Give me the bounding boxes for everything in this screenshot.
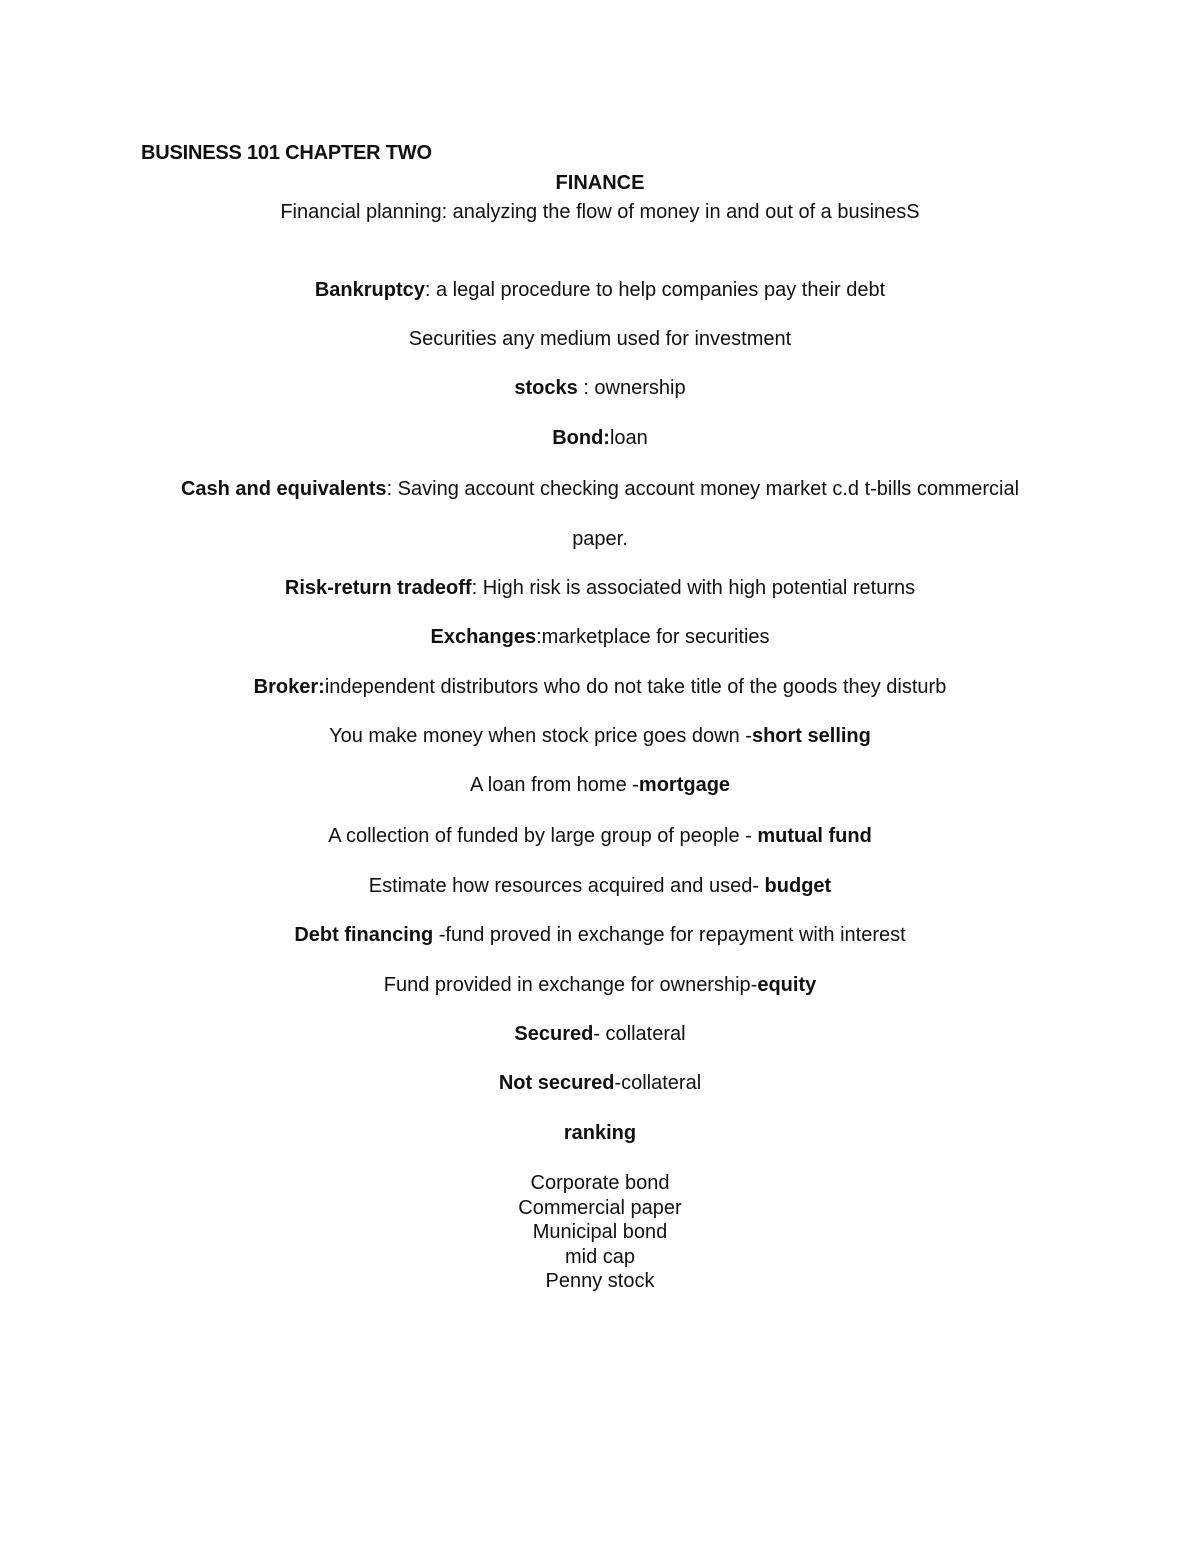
- ranking-item: Corporate bond: [530, 1172, 670, 1194]
- entry-pre: You make money when stock price goes down -: [329, 725, 752, 747]
- entry-risk-return: [0, 576, 1200, 600]
- entry-term: equity: [757, 974, 817, 996]
- entry-cash-equivalents: [0, 477, 1200, 501]
- entry-term: short selling: [751, 725, 871, 747]
- entry-stocks: [0, 376, 1200, 400]
- entry-debt-financing: [0, 923, 1200, 947]
- entry-term: Exchanges: [430, 626, 537, 648]
- entry-term: Broker:: [253, 676, 325, 698]
- entry-bankruptcy: [0, 278, 1200, 302]
- entry-cash-equivalents-continued: [0, 527, 1200, 551]
- intro-line: Financial planning: analyzing the flow of money in and out of a businesS: [280, 201, 920, 223]
- ranking-list: [0, 1171, 1200, 1294]
- entry-term: mortgage: [638, 774, 731, 796]
- entry-term: Bond:: [552, 427, 610, 449]
- entry-pre: A loan from home -: [469, 774, 639, 796]
- ranking-item: Penny stock: [545, 1270, 655, 1292]
- entry-post: loan: [609, 427, 648, 449]
- entry-post: -collateral: [614, 1072, 702, 1094]
- entry-term: Debt financing: [294, 924, 434, 946]
- entry-not-secured: [0, 1071, 1200, 1095]
- entry-post: :marketplace for securities: [536, 626, 770, 648]
- entry-post: - collateral: [593, 1023, 686, 1045]
- entry-post: : ownership: [577, 377, 686, 399]
- document-title: BUSINESS 101 CHAPTER TWO: [141, 142, 432, 164]
- section-heading: FINANCE: [555, 172, 645, 194]
- entry-broker: [0, 675, 1200, 699]
- ranking-item: mid cap: [564, 1245, 636, 1268]
- entry-post: : Saving account checking account money market c.d t-bills commercial: [386, 478, 1020, 500]
- entry-post: -fund proved in exchange for repayment with interest: [433, 924, 906, 946]
- entry-mortgage: [0, 773, 1200, 797]
- entry-term: Risk-return tradeoff: [284, 577, 472, 599]
- entry-term: budget: [764, 875, 832, 897]
- entry-term: Bankruptcy: [314, 279, 425, 301]
- entry-pre: Fund provided in exchange for ownership-: [383, 974, 758, 996]
- entry-term: mutual fund: [757, 825, 872, 847]
- entry-post: independent distributors who do not take title of the goods they disturb: [324, 676, 947, 698]
- entry-term: ranking: [563, 1122, 637, 1144]
- entry-exchanges: [0, 625, 1200, 649]
- entry-budget: [0, 874, 1200, 898]
- entry-secured: [0, 1022, 1200, 1046]
- ranking-item: Commercial paper: [518, 1196, 682, 1219]
- entry-term: Secured: [514, 1023, 594, 1045]
- entry-short-selling: [0, 724, 1200, 748]
- entry-equity: [0, 973, 1200, 997]
- entry-pre: A collection of funded by large group of people -: [328, 825, 758, 847]
- ranking-item: Municipal bond: [532, 1221, 668, 1243]
- entry-term: stocks: [514, 377, 578, 399]
- entry-securities: [0, 327, 1200, 351]
- entry-bond: [0, 426, 1200, 450]
- entry-pre: Estimate how resources acquired and used-: [368, 875, 765, 897]
- entry-pre: Securities any medium used for investment: [408, 328, 792, 350]
- entry-post: : High risk is associated with high potential returns: [471, 577, 916, 599]
- entry-term: Cash and equivalents: [180, 478, 387, 500]
- entry-mutual-fund: [0, 824, 1200, 848]
- entry-pre: paper.: [572, 528, 628, 550]
- entry-ranking-heading: [0, 1121, 1200, 1145]
- entry-post: : a legal procedure to help companies pay their debt: [424, 279, 886, 301]
- entry-term: Not secured: [498, 1072, 615, 1094]
